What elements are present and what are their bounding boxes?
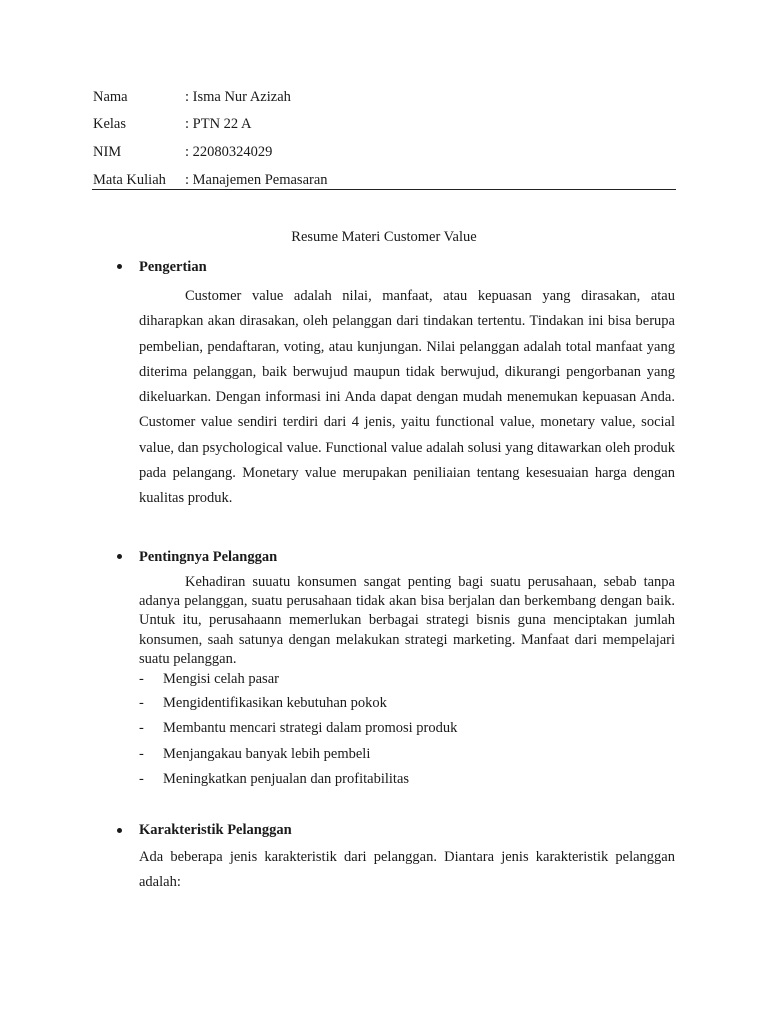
header-label: NIM [93, 144, 122, 160]
list-item-text: Mengisi celah pasar [163, 671, 279, 687]
header-divider [92, 189, 676, 190]
section-paragraph: Ada beberapa jenis karakteristik dari pelanggan. Diantara jenis karakteristik pelanggan adalah: [139, 849, 675, 891]
list-item-text: Meningkatkan penjualan dan profitabilitas [163, 771, 410, 787]
header-label: Kelas [93, 116, 127, 132]
header-value: : 22080324029 [185, 144, 273, 160]
list-item [139, 744, 675, 764]
list-item [139, 718, 675, 738]
dash-icon: - [139, 695, 144, 711]
dash-icon: - [139, 771, 144, 787]
section-heading-pengertian: Pengertian [139, 259, 207, 275]
section-heading-pentingnya-pelanggan: Pentingnya Pelanggan [139, 549, 278, 565]
dash-icon: - [139, 720, 144, 736]
list-item-text: Membantu mencari strategi dalam promosi produk [163, 720, 458, 736]
list-item [139, 693, 675, 713]
header-value: : Isma Nur Azizah [185, 89, 291, 105]
header-value: : Manajemen Pemasaran [185, 172, 328, 188]
dash-icon: - [139, 746, 144, 762]
bullet-icon [117, 828, 122, 833]
paragraph-text: Kehadiran suuatu konsumen sangat penting bagi suatu perusahaan, sebab tanpa adanya pelanggan, suatu perusahaan tidak akan bisa berjalan dan berkembang dengan baik. Untuk itu, perusahaann memerlukan berbagai strategi bisnis guna menciptakan jumlah konsumen, saah satunya dengan melakukan strategi marketing. Manfaat dari mempelajari suatu pelanggan. [139, 574, 675, 667]
list-item-text: Menjangakau banyak lebih pembeli [163, 746, 371, 762]
list-item-text: Mengidentifikasikan kebutuhan pokok [163, 695, 387, 711]
section-paragraph [139, 573, 675, 669]
header-label: Mata Kuliah [93, 172, 166, 188]
section-heading-karakteristik-pelanggan: Karakteristik Pelanggan [139, 822, 292, 838]
list-item [139, 769, 675, 789]
bullet-icon [117, 554, 122, 559]
header-label: Nama [93, 89, 128, 105]
list-item [139, 669, 675, 689]
bullet-icon [117, 264, 122, 269]
document-title: Resume Materi Customer Value [291, 229, 477, 245]
paragraph-text: Customer value adalah nilai, manfaat, atau kepuasan yang dirasakan, atau diharapkan akan dirasakan, oleh pelanggan dari tindakan tertentu. Tindakan ini bisa berupa pembelian, pendaftaran, voting, atau kunjungan. Nilai pelanggan adalah total manfaat yang diterima pelanggan, baik berwujud maupun tidak berwujud, dikurangi pengorbanan yang dikeluarkan. Dengan informasi ini Anda dapat dengan mudah menemukan kepuasan Anda. Customer value sendiri terdiri dari 4 jenis, yaitu functional value, monetary value, social value, dan psychological value. Functional value adalah solusi yang ditawarkan oleh produk pada pelangang. Monetary value merupakan peniliaian tentang kesesuaian harga dengan kualitas produk. [139, 288, 675, 507]
dash-icon: - [139, 671, 144, 687]
section-paragraph [139, 284, 675, 512]
header-value: : PTN 22 A [185, 116, 252, 132]
